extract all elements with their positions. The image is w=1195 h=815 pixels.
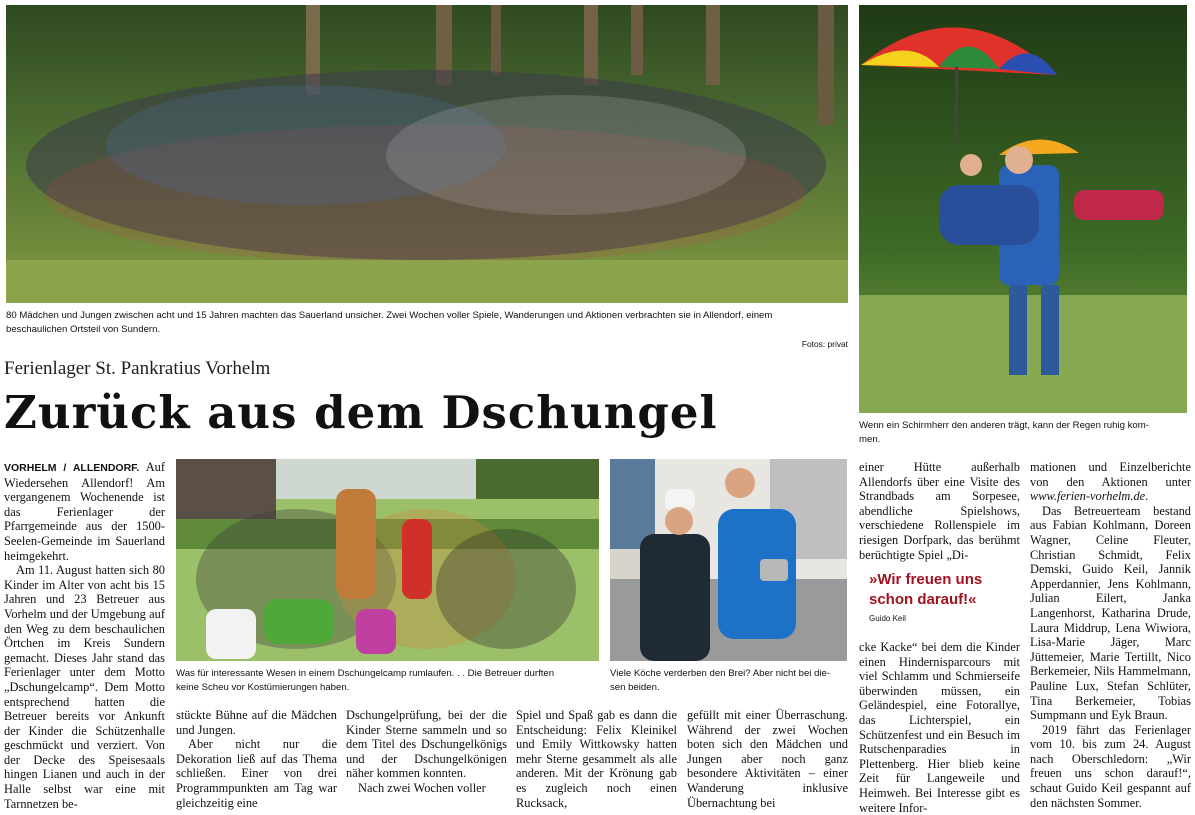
umbrella-photo-image xyxy=(859,5,1187,413)
article-column-7 xyxy=(1030,460,1191,810)
group-caption-line2: beschaulichen Ortsteil von Sundern. xyxy=(6,324,161,335)
dateline: VORHELM / ALLENDORF. xyxy=(4,462,140,474)
group-caption-line1: 80 Mädchen und Jungen zwischen acht und 15 Jahren machten das Sauerland unsicher. Zwei Wochen voller Spiele, Wanderungen und Aktionen verbrachten sie in Allendorf, einem xyxy=(6,310,773,321)
photo-credit: Fotos: privat xyxy=(801,339,848,349)
col6-paragraph-2: cke Kacke“ bei dem die Kinder einen Hindernisparcours mit viel Schlamm und Schmierseife überwinden müssen, ein Geländespiel, eine Fotorallye, das Lichterspiel, ein Schützenfest und ein Besuch im Rutschenparadies in Plettenberg. Hier blieb keine Zeit für Langeweile und Heimweh. Bei Interesse gibt es weitere Infor- xyxy=(859,640,1020,815)
group-photo-caption xyxy=(6,309,848,351)
col2-paragraph-1: stückte Bühne auf die Mädchen und Jungen. xyxy=(176,708,337,737)
group-photo xyxy=(6,5,848,303)
cooks-photo xyxy=(610,459,847,661)
col4-paragraph-1: Spiel und Spaß gab es dann die Entscheidung: Felix Kleinikel und Emily Wittkowsky hatten mehr Sterne gesammelt als alle anderen. Mit der Krönung gab es zugleich noch einen Rucksack, xyxy=(516,708,677,810)
article-column-4 xyxy=(516,708,677,810)
col6-paragraph-1: einer Hütte außerhalb Allendorfs über eine Visite des Strandbads am Sorpesee, abendliche Spielshows, verschiedene Rollenspiele im riesigen Dorfpark, das berühmt berüchtigte Spiel „Di- xyxy=(859,460,1020,562)
col7-paragraph-2: Das Betreuerteam bestand aus Fabian Kohlmann, Doreen Wagner, Celine Fleuter, Christian Schmidt, Felix Demski, Guido Keil, Jannik Apperdannier, Jens Kohlmann, Julian Eilert, Janka Langenhorst, Katharina Drude, Laura Middrup, Lena Wiwiora, Lisa-Marie Jäger, Marc Jüttemeier, Marie Tertillt, Nico Berkemeier, Nils Hammelmann, Pauline Lux, Stefan Schlüter, Tina Berkemeier, Tobias Sumpmann und Eyk Braun. xyxy=(1030,503,1191,723)
pull-quote xyxy=(869,570,1019,623)
article-column-3 xyxy=(346,708,507,806)
article-column-6b xyxy=(859,640,1020,815)
cooks-caption-line1: Viele Köche verderben den Brei? Aber nicht bei die- xyxy=(610,668,831,679)
kicker: Ferienlager St. Pankratius Vorhelm xyxy=(4,358,271,379)
costume-photo-caption xyxy=(176,667,600,695)
col2-paragraph-2: Aber nicht nur die Dekoration ließ auf das Thema schließen. Einer von drei Programmpunkten am Tag war gleichzeitig eine xyxy=(176,737,337,810)
website-link[interactable]: www.ferien-vorhelm.de xyxy=(1030,489,1146,504)
headline: Zurück aus dem Dschungel xyxy=(4,386,718,439)
pull-quote-author: Guido Keil xyxy=(869,614,906,623)
pull-quote-line1: »Wir freuen uns xyxy=(869,571,983,588)
umbrella-photo-caption xyxy=(859,419,1189,447)
col5-paragraph-1: gefüllt mit einer Überraschung. Während der zwei Wochen boten sich den Mädchen und Jungen aber noch ganz besondere Aktivitäten – einer Wanderung inklusive Übernachtung bei xyxy=(687,708,848,810)
cooks-caption-line2: sen beiden. xyxy=(610,682,660,693)
costume-caption-line2: keine Scheu vor Kostümierungen haben. xyxy=(176,682,350,693)
col1-paragraph-1: Auf Wiedersehen Allendorf! Am vergangenem Wochenende ist das Ferienlager der Pfarrgemeinde aus der 1500-Seelen-Gemeinde im Sauerland heimgekehrt. xyxy=(4,460,166,563)
col1-paragraph-2: Am 11. August hatten sich 80 Kinder im Alter von acht bis 15 Jahren und 23 Betreuer aus Vorhelm und der Umgebung auf den Weg zu dem beschaulichen Örtchen im Kreis Sundern gemacht. Dieses Jahr stand das Ferienlager unter dem Motto „Dschungelcamp“. Dem Motto entsprechend hatten die Betreuer bereits vor Ankunft der Kinder die Schützenhalle geschmückt und verziert. Von der Decke des Speisesaals hingen Lianen und auch in der Halle selbst war eine mit Tarnnetzen be- xyxy=(4,563,165,811)
umbrella-caption-line2: men. xyxy=(859,434,881,445)
col7-paragraph-1a: mationen und Einzelberichte von den Aktionen unter xyxy=(1030,460,1191,489)
article-column-2 xyxy=(176,708,337,810)
col7-paragraph-3: 2019 fährt das Ferienlager vom 10. bis zum 24. August nach Oberschledorn: „Wir freuen uns schon darauf!“, schaut Guido Keil gespannt auf den nächsten Sommer. xyxy=(1030,722,1191,810)
umbrella-photo xyxy=(859,5,1187,413)
umbrella-caption-line1: Wenn ein Schirmherr den anderen trägt, kann der Regen ruhig kom- xyxy=(859,420,1149,431)
pull-quote-line2: schon darauf!« xyxy=(869,591,977,608)
costume-caption-line1: Was für interessante Wesen in einem Dschungelcamp rumlaufen. . . Die Betreuer durften xyxy=(176,668,555,679)
article-column-1 xyxy=(4,460,166,811)
cooks-photo-image xyxy=(610,459,847,661)
col3-paragraph-1: Dschungelprüfung, bei der die Kinder Sterne sammeln und so dem Titel des Dschungelkönigs und der Dschungelkönigen näher kommen konnten. xyxy=(346,708,507,781)
article-column-6a xyxy=(859,460,1020,562)
cooks-photo-caption xyxy=(610,667,850,695)
costume-photo xyxy=(176,459,599,661)
col7-paragraph-1b: . xyxy=(1145,489,1149,504)
group-photo-image xyxy=(6,5,848,303)
article-column-5 xyxy=(687,708,848,810)
costume-photo-image xyxy=(176,459,599,661)
col3-paragraph-2: Nach zwei Wochen voller xyxy=(358,780,486,795)
